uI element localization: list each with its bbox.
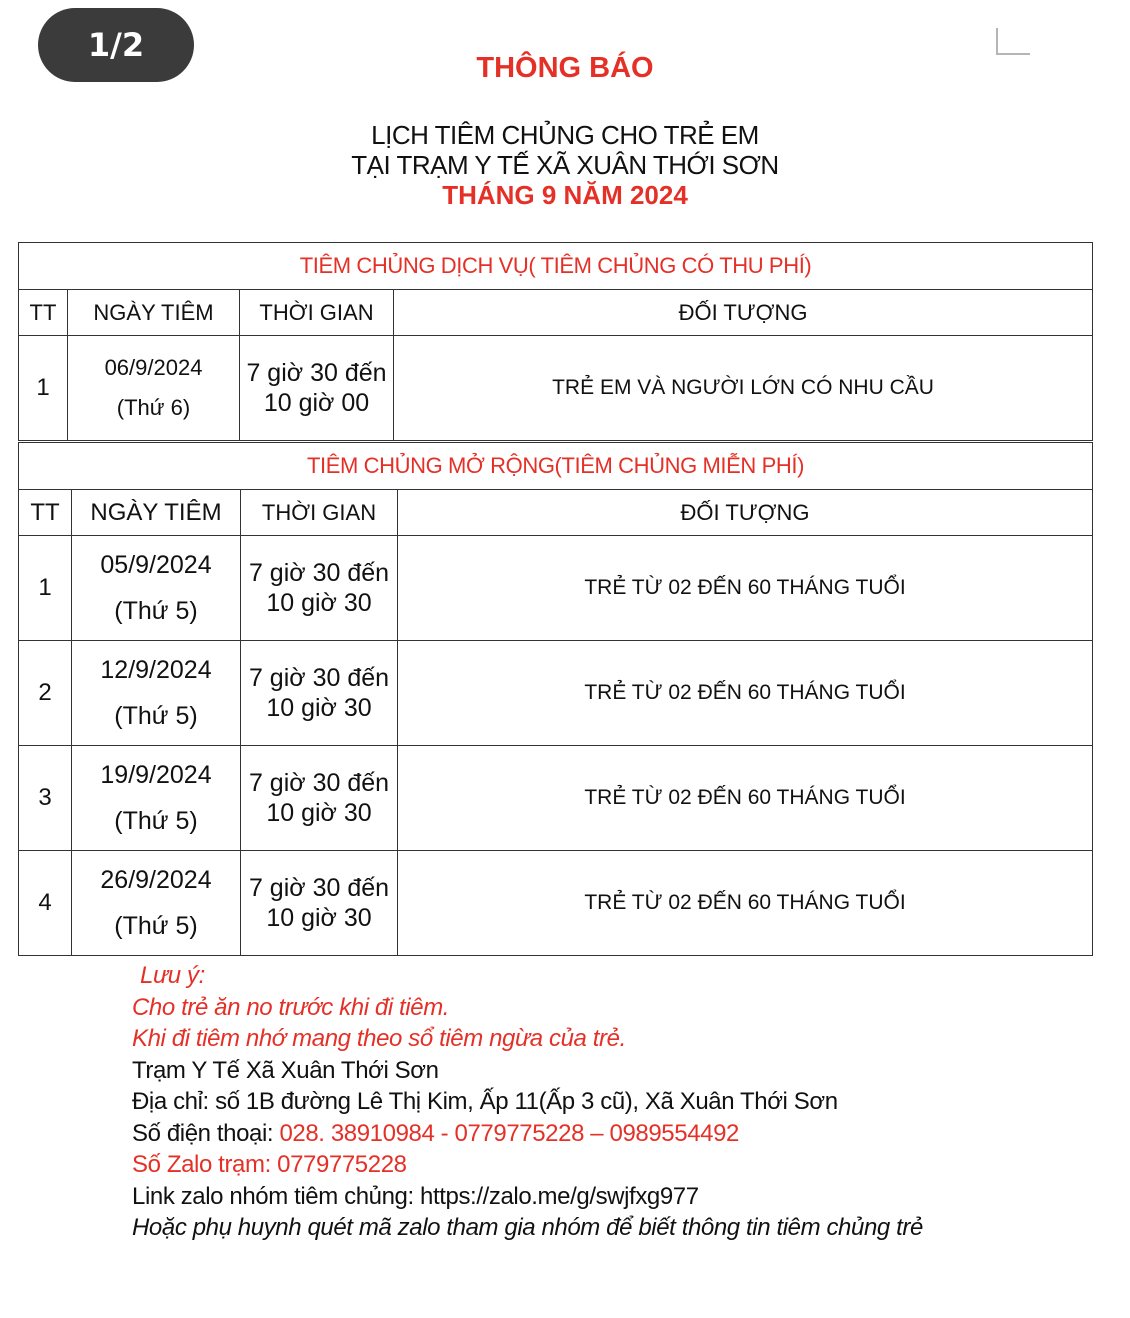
phone-line: [132, 1118, 1112, 1150]
row-date: 05/9/2024: [100, 551, 212, 579]
row-time: 7 giờ 30 đến 10 giờ 30: [241, 851, 398, 956]
notes-heading: Lưu ý:: [140, 962, 205, 989]
table-row: [19, 336, 1093, 441]
zalo-station-number: Số Zalo trạm: 0779775228: [132, 1151, 407, 1178]
crop-corner-icon: [996, 28, 1030, 55]
row-date-cell: [72, 536, 241, 641]
row-weekday: (Thứ 5): [114, 912, 198, 940]
table-row: [19, 746, 1093, 851]
station-address: Địa chỉ: số 1B đường Lê Thị Kim, Ấp 11(Ấp 3 cũ), Xã Xuân Thới Sơn: [132, 1088, 838, 1115]
row-number: 2: [19, 641, 72, 746]
header-date: NGÀY TIÊM: [68, 290, 240, 336]
page-indicator-badge: 1/2: [38, 8, 194, 82]
row-target: TRẺ TỪ 02 ĐẾN 60 THÁNG TUỔI: [398, 851, 1093, 956]
station-name: Trạm Y Tế Xã Xuân Thới Sơn: [132, 1056, 439, 1084]
notes-section: [132, 960, 1112, 1244]
row-number: 1: [19, 336, 68, 441]
header-target: ĐỐI TƯỢNG: [394, 290, 1093, 336]
row-date-cell: [72, 641, 241, 746]
row-date: 26/9/2024: [100, 866, 212, 894]
row-number: 1: [19, 536, 72, 641]
schedule-title-line2: TẠI TRẠM Y TẾ XÃ XUÂN THỚI SƠN: [351, 150, 779, 180]
note-bring-book: Khi đi tiêm nhớ mang theo sổ tiêm ngừa của trẻ.: [132, 1025, 626, 1052]
row-time: 7 giờ 30 đến 10 giờ 30: [241, 536, 398, 641]
note-feed-child: Cho trẻ ăn no trước khi đi tiêm.: [132, 993, 450, 1021]
row-weekday: (Thứ 5): [114, 807, 198, 835]
scan-qr-note: Hoặc phụ huynh quét mã zalo tham gia nhóm để biết thông tin tiêm chủng trẻ: [132, 1214, 923, 1241]
table-row: [19, 851, 1093, 956]
row-target: TRẺ TỪ 02 ĐẾN 60 THÁNG TUỔI: [398, 641, 1093, 746]
expanded-section-title: TIÊM CHỦNG MỞ RỘNG(TIÊM CHỦNG MIỄN PHÍ): [19, 443, 1093, 490]
header-time: THỜI GIAN: [241, 490, 398, 536]
row-date: 12/9/2024: [100, 656, 212, 684]
row-time: 7 giờ 30 đến 10 giờ 30: [241, 746, 398, 851]
schedule-title-line1: LỊCH TIÊM CHỦNG CHO TRẺ EM: [371, 120, 759, 150]
header-target: ĐỐI TƯỢNG: [398, 490, 1093, 536]
row-number: 4: [19, 851, 72, 956]
phone-label: Số điện thoại:: [132, 1119, 280, 1147]
row-weekday: (Thứ 6): [116, 395, 191, 420]
header-date: NGÀY TIÊM: [72, 490, 241, 536]
zalo-group-link[interactable]: Link zalo nhóm tiêm chủng: https://zalo.me/g/swjfxg977: [132, 1182, 699, 1210]
row-target: TRẺ EM VÀ NGƯỜI LỚN CÓ NHU CẦU: [394, 336, 1093, 441]
table-row: [19, 641, 1093, 746]
row-time: 7 giờ 30 đến 10 giờ 30: [241, 641, 398, 746]
header-time: THỜI GIAN: [240, 290, 394, 336]
row-date: 06/9/2024: [104, 355, 203, 380]
row-target: TRẺ TỪ 02 ĐẾN 60 THÁNG TUỔI: [398, 746, 1093, 851]
row-date-cell: [72, 746, 241, 851]
row-number: 3: [19, 746, 72, 851]
service-vaccination-table: [18, 242, 1093, 441]
row-weekday: (Thứ 5): [114, 597, 198, 625]
row-weekday: (Thứ 5): [114, 702, 198, 730]
phone-numbers: 028. 38910984 - 0779775228 – 0989554492: [279, 1119, 739, 1147]
schedule-month: THÁNG 9 NĂM 2024: [442, 180, 688, 210]
header-tt: TT: [19, 290, 68, 336]
row-date: 19/9/2024: [100, 761, 212, 789]
row-time: 7 giờ 30 đến 10 giờ 00: [240, 336, 394, 441]
row-target: TRẺ TỪ 02 ĐẾN 60 THÁNG TUỔI: [398, 536, 1093, 641]
expanded-vaccination-table: [18, 442, 1093, 956]
service-section-title: TIÊM CHỦNG DỊCH VỤ( TIÊM CHỦNG CÓ THU PHÍ): [19, 243, 1093, 290]
table-row: [19, 536, 1093, 641]
row-date-cell: [68, 336, 240, 441]
header-tt: TT: [19, 490, 72, 536]
row-date-cell: [72, 851, 241, 956]
notice-title: THÔNG BÁO: [476, 52, 654, 84]
